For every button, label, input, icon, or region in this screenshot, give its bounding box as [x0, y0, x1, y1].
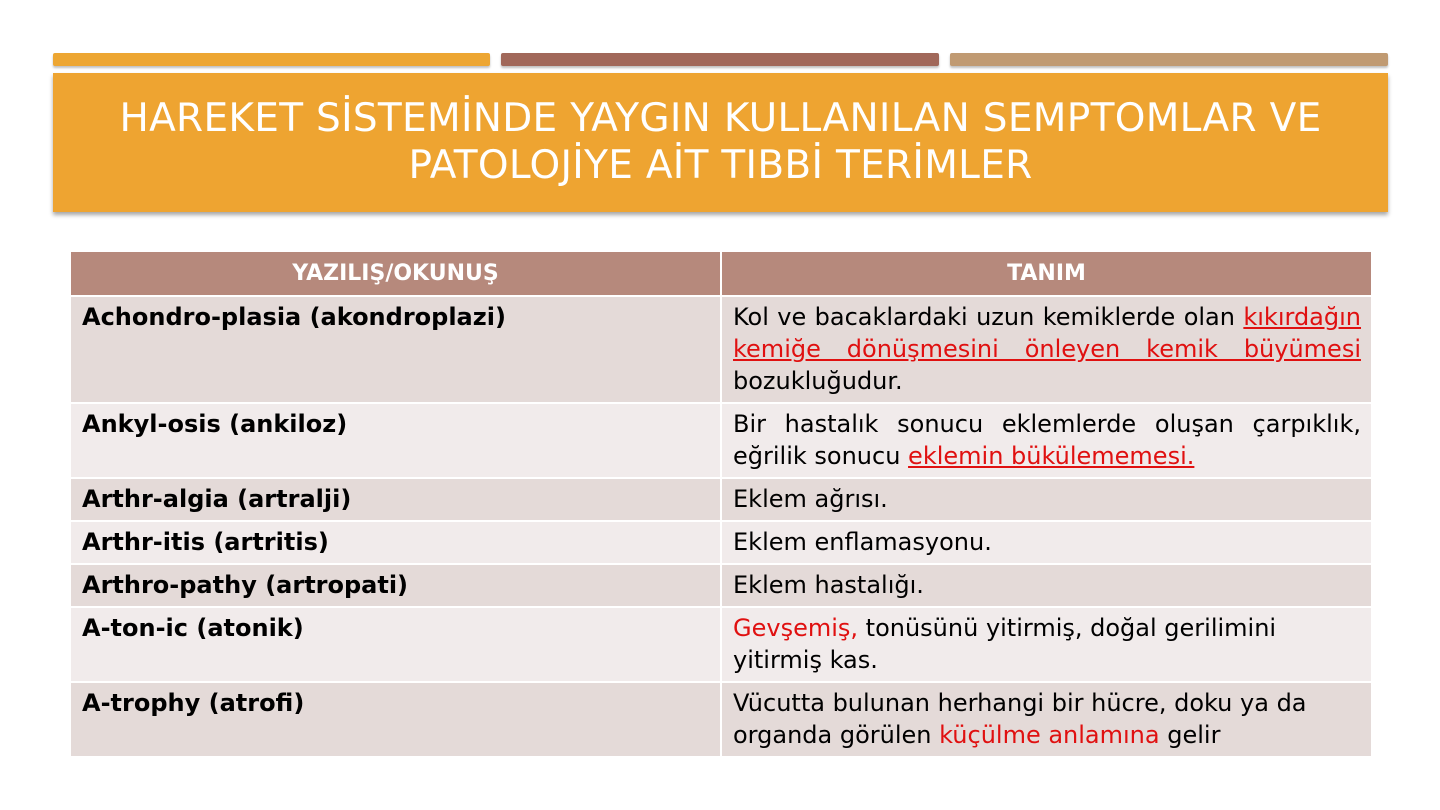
- definition-text: Vücutta bulunan herhangi bir hücre, doku ya da organda görülen: [733, 689, 1307, 749]
- table-row: [70, 564, 1372, 607]
- term-cell: A-trophy (atrofi): [70, 682, 721, 757]
- table-body: [70, 296, 1372, 757]
- definition-text: Eklem hastalığı.: [733, 571, 924, 599]
- highlighted-text: küçülme anlamına: [939, 721, 1160, 749]
- definition-text: Eklem enflamasyonu.: [733, 528, 992, 556]
- terms-table: [69, 250, 1373, 758]
- definition-cell: [721, 564, 1372, 607]
- definition-cell: [721, 607, 1372, 682]
- table-row: [70, 607, 1372, 682]
- highlighted-text: Gevşemiş,: [733, 614, 866, 642]
- definition-cell: [721, 403, 1372, 478]
- table-header-row: [70, 251, 1372, 296]
- table-row: [70, 521, 1372, 564]
- definition-text: Eklem ağrısı.: [733, 485, 888, 513]
- term-cell: A-ton-ic (atonik): [70, 607, 721, 682]
- definition-text: bozukluğudur.: [733, 367, 903, 395]
- term-cell: Arthr-itis (artritis): [70, 521, 721, 564]
- title-banner: [53, 73, 1388, 212]
- definition-text: Bir hastalık sonucu eklemlerde oluşan çarpıklık, eğrilik sonucu: [733, 410, 1361, 470]
- definition-cell: [721, 521, 1372, 564]
- highlighted-text: eklemin bükülememesi.: [908, 442, 1195, 470]
- definition-text: gelir: [1159, 721, 1221, 749]
- definition-cell: [721, 296, 1372, 403]
- highlighted-text: kıkırdağın kemiğe dönüşmesini önleyen kemik büyümesi: [733, 303, 1361, 363]
- table-row: [70, 296, 1372, 403]
- term-cell: Arthr-algia (artralji): [70, 478, 721, 521]
- page-title: HAREKET SİSTEMİNDE YAYGIN KULLANILAN SEMPTOMLAR VE PATOLOJİYE AİT TIBBİ TERİMLER: [119, 96, 1322, 188]
- table-row: [70, 403, 1372, 478]
- term-cell: Achondro-plasia (akondroplazi): [70, 296, 721, 403]
- definition-cell: [721, 478, 1372, 521]
- term-cell: Ankyl-osis (ankiloz): [70, 403, 721, 478]
- table-row: [70, 478, 1372, 521]
- column-header-term: YAZILIŞ/OKUNUŞ: [70, 251, 721, 296]
- definition-cell: [721, 682, 1372, 757]
- definition-text: tonüsünü yitirmiş, doğal gerilimini yitirmiş kas.: [733, 614, 1277, 674]
- accent-bar-middle: [501, 53, 939, 66]
- table-row: [70, 682, 1372, 757]
- accent-bar-right: [950, 53, 1388, 66]
- definition-text: Kol ve bacaklardaki uzun kemiklerde olan: [733, 303, 1244, 331]
- term-cell: Arthro-pathy (artropati): [70, 564, 721, 607]
- accent-bar-left: [53, 53, 490, 66]
- column-header-definition: TANIM: [721, 251, 1372, 296]
